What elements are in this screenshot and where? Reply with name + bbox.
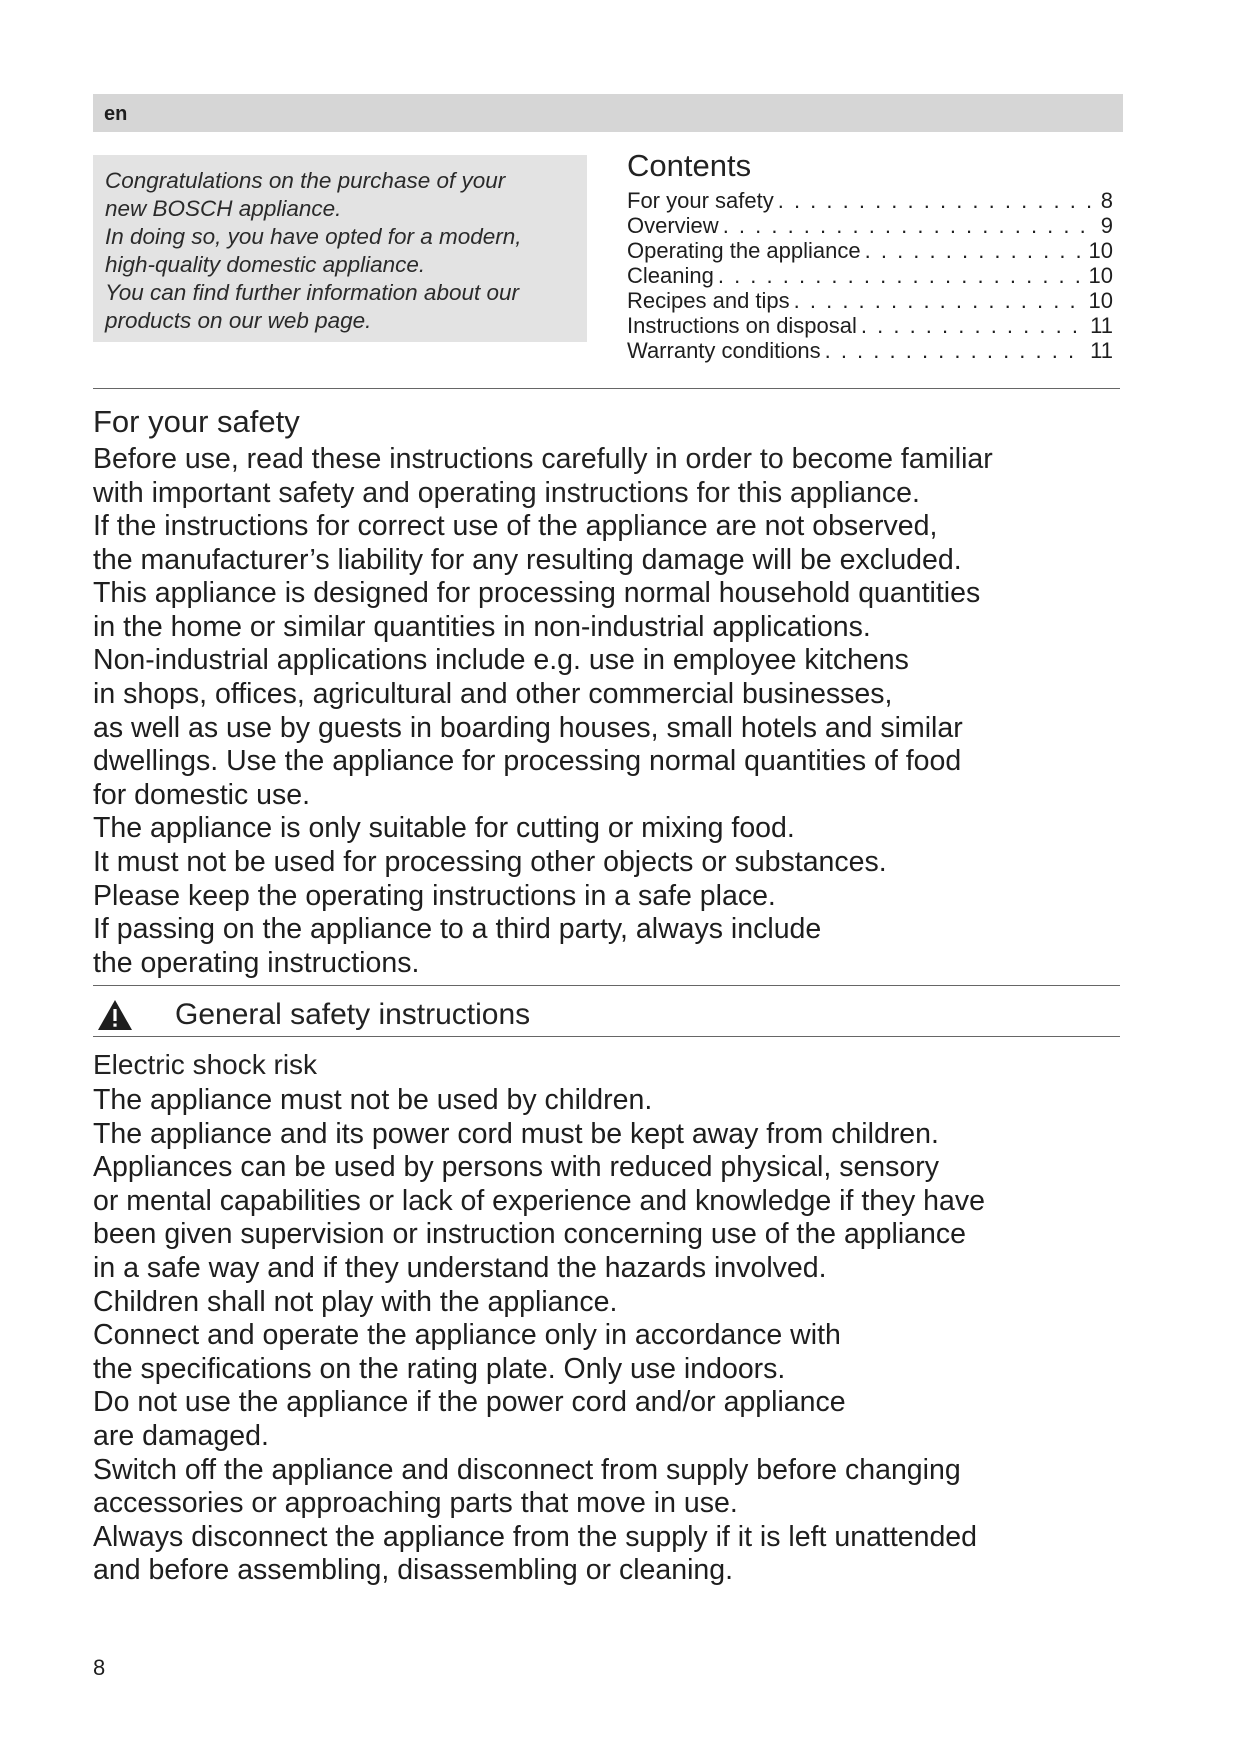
intro-line: You can find further information about our [105, 280, 520, 305]
shock-text-line: The appliance and its power cord must be kept away from children. [93, 1117, 939, 1150]
toc-item-label: For your safety [627, 188, 774, 213]
safety-text-line: The appliance is only suitable for cutting or mixing food. [93, 812, 795, 845]
toc-item [627, 338, 1113, 363]
safety-text-line: for domestic use. [93, 778, 311, 811]
shock-text-line: are damaged. [93, 1419, 269, 1452]
toc-item [627, 238, 1113, 263]
shock-text-line: Switch off the appliance and disconnect from supply before changing [93, 1453, 961, 1486]
toc-item-page: 8 [1100, 188, 1113, 213]
safety-text-line: in shops, offices, agricultural and other commercial businesses, [93, 677, 893, 710]
toc-item [627, 313, 1113, 338]
page-number: 8 [93, 1655, 106, 1680]
toc-item-page: 10 [1088, 263, 1113, 288]
electric-shock-section [93, 1046, 1208, 1588]
toc-leader-dots [778, 188, 1097, 213]
safety-text-line: Please keep the operating instructions in a safe place. [93, 879, 776, 912]
section-divider [93, 985, 1120, 986]
section-divider [93, 388, 1120, 389]
safety-text-line: the operating instructions. [93, 946, 420, 979]
toc-item [627, 288, 1113, 313]
toc-leader-dots [794, 288, 1085, 313]
toc-item-page: 10 [1088, 288, 1113, 313]
shock-text-line: accessories or approaching parts that move in use. [93, 1487, 738, 1520]
safety-text-line: If passing on the appliance to a third party, always include [93, 913, 822, 946]
shock-text-line: The appliance must not be used by children. [93, 1084, 653, 1116]
toc-item-label: Overview [627, 213, 719, 238]
toc-leader-dots [723, 213, 1097, 238]
shock-text-line: Appliances can be used by persons with reduced physical, sensory [93, 1151, 939, 1184]
intro-line: new BOSCH appliance. [105, 196, 342, 221]
toc-item [627, 213, 1113, 238]
intro-line: high-quality domestic appliance. [105, 252, 426, 277]
general-safety-heading [93, 995, 1123, 1035]
intro-box [93, 155, 587, 342]
language-code: en [104, 103, 128, 125]
toc-item-label: Recipes and tips [627, 288, 790, 313]
toc-item [627, 263, 1113, 288]
toc-item-page: 11 [1090, 338, 1113, 363]
intro-line: products on our web page. [105, 308, 372, 333]
toc-item-label: Warranty conditions [627, 338, 821, 363]
toc-leader-dots [825, 338, 1087, 363]
safety-text-line: as well as use by guests in boarding houses, small hotels and similar [93, 711, 963, 744]
toc-leader-dots [865, 238, 1085, 263]
safety-text-line: the manufacturer’s liability for any resulting damage will be excluded. [93, 543, 962, 576]
shock-text-line: Do not use the appliance if the power cord and/or appliance [93, 1386, 846, 1419]
toc-item-label: Operating the appliance [627, 238, 861, 263]
shock-text-line: and before assembling, disassembling or cleaning. [93, 1554, 734, 1587]
shock-text-line: the specifications on the rating plate. Only use indoors. [93, 1352, 786, 1385]
shock-text-line: Connect and operate the appliance only in accordance with [93, 1319, 841, 1352]
safety-lead-line: Before use, read these instructions carefully in order to become familiar [93, 443, 993, 475]
table-of-contents [627, 148, 1113, 363]
contents-title: Contents [627, 148, 752, 183]
shock-text-line: in a safe way and if they understand the hazards involved. [93, 1251, 827, 1284]
safety-text-line: It must not be used for processing other objects or substances. [93, 845, 887, 878]
toc-list [627, 188, 1113, 363]
shock-text-line: been given supervision or instruction concerning use of the appliance [93, 1218, 966, 1251]
safety-section [93, 402, 1208, 980]
toc-item-page: 10 [1088, 238, 1113, 263]
safety-lead-line: with important safety and operating instructions for this appliance. [93, 477, 920, 509]
toc-leader-dots [718, 263, 1085, 288]
intro-line: Congratulations on the purchase of your [105, 168, 506, 193]
toc-item-page: 9 [1100, 213, 1113, 238]
toc-item-label: Instructions on disposal [627, 313, 857, 338]
toc-item-label: Cleaning [627, 263, 714, 288]
warning-triangle-icon [97, 999, 133, 1031]
shock-text-line: Children shall not play with the appliance. [93, 1285, 618, 1318]
shock-text-line: or mental capabilities or lack of experience and knowledge if they have [93, 1184, 985, 1217]
safety-text-line: in the home or similar quantities in non-industrial applications. [93, 610, 871, 643]
language-header-bar [93, 94, 1123, 132]
toc-item-page: 11 [1090, 313, 1113, 338]
safety-title: For your safety [93, 404, 300, 439]
toc-leader-dots [861, 313, 1086, 338]
safety-text-line: If the instructions for correct use of the appliance are not observed, [93, 510, 938, 542]
shock-text-line: Always disconnect the appliance from the supply if it is left unattended [93, 1520, 978, 1553]
safety-text-line: dwellings. Use the appliance for processing normal quantities of food [93, 745, 962, 778]
safety-text-line: This appliance is designed for processing normal household quantities [93, 577, 981, 610]
section-divider [93, 1036, 1120, 1037]
safety-text-line: Non-industrial applications include e.g. use in employee kitchens [93, 644, 909, 677]
intro-line: In doing so, you have opted for a modern, [105, 224, 522, 249]
general-safety-title: General safety instructions [175, 998, 531, 1031]
toc-item [627, 188, 1113, 213]
shock-title: Electric shock risk [93, 1049, 318, 1080]
